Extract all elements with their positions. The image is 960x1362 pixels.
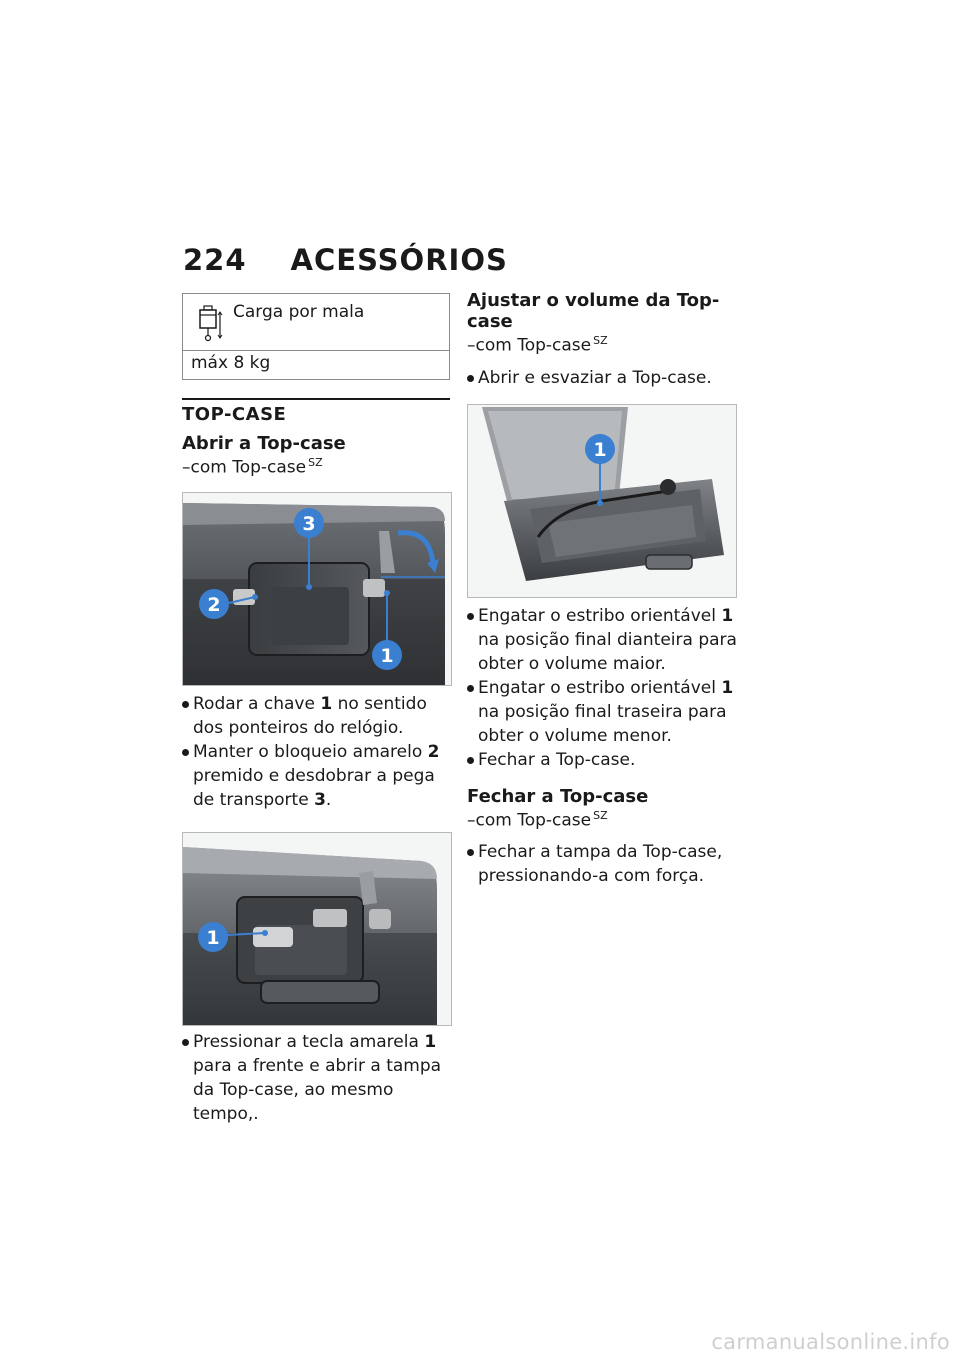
callout-2	[199, 589, 229, 619]
load-value: máx 8 kg	[191, 353, 271, 373]
svg-text:3: 3	[302, 512, 316, 535]
chapter-title: ACESSÓRIOS	[290, 243, 508, 277]
close-condition: –com Top-case $^{SZ}$	[467, 808, 608, 831]
page-header	[183, 243, 508, 277]
callout-1	[372, 640, 402, 670]
watermark: carmanualsonline.info	[711, 1330, 950, 1354]
load-label: Carga por mala	[233, 302, 365, 322]
figure-open-latch-illustration	[183, 493, 451, 685]
svg-text:1: 1	[380, 644, 394, 667]
list-item: Rodar a chave 1 no sentido dos ponteiros do relógio.	[182, 692, 450, 740]
section-title: TOP-CASE	[182, 404, 287, 425]
callout-1	[198, 922, 228, 952]
left-column	[182, 293, 450, 1126]
section-divider	[182, 398, 450, 400]
figure-open-button	[182, 832, 452, 1026]
list-item: Fechar a tampa da Top-case, pressionando-a com força.	[467, 840, 739, 888]
figure-open-latch	[182, 492, 452, 686]
list-item: Engatar o estribo orientável 1 na posição final traseira para obter o volume menor.	[467, 676, 739, 748]
svg-text:1: 1	[206, 926, 220, 949]
load-info-header	[183, 294, 449, 351]
close-steps	[467, 840, 739, 888]
figure-open-button-illustration	[183, 833, 451, 1025]
callout-1	[585, 434, 615, 464]
close-title: Fechar a Top-case	[467, 785, 649, 807]
open-title: Abrir a Top-case	[182, 433, 346, 454]
list-item: Fechar a Top-case.	[467, 748, 739, 772]
right-column	[467, 290, 739, 888]
load-info-box	[182, 293, 450, 380]
list-item: Engatar o estribo orientável 1 na posição final dianteira para obter o volume maior.	[467, 604, 739, 676]
list-item: Pressionar a tecla amarela 1 para a frente e abrir a tampa da Top-case, ao mesmo tempo,.	[182, 1030, 450, 1126]
adjust-steps	[467, 604, 739, 772]
figure-volume-bracket	[467, 404, 737, 598]
list-item: Manter o bloqueio amarelo 2 premido e desdobrar a pega de transporte 3.	[182, 740, 450, 812]
page-number: 224	[183, 243, 247, 277]
list-item: Abrir e esvaziar a Top-case.	[467, 366, 739, 390]
svg-text:1: 1	[593, 438, 607, 461]
case-load-icon	[197, 304, 223, 342]
figure-volume-bracket-illustration	[468, 405, 736, 597]
open-steps-b	[182, 1030, 450, 1126]
adjust-intro-step	[467, 366, 739, 390]
adjust-condition: –com Top-case $^{SZ}$	[467, 334, 608, 356]
adjust-title: Ajustar o volume da Top-case	[467, 290, 720, 332]
svg-text:2: 2	[207, 593, 221, 616]
open-steps-a	[182, 692, 450, 812]
open-condition: –com Top-case $^{SZ}$	[182, 456, 323, 478]
callout-3	[294, 508, 324, 538]
